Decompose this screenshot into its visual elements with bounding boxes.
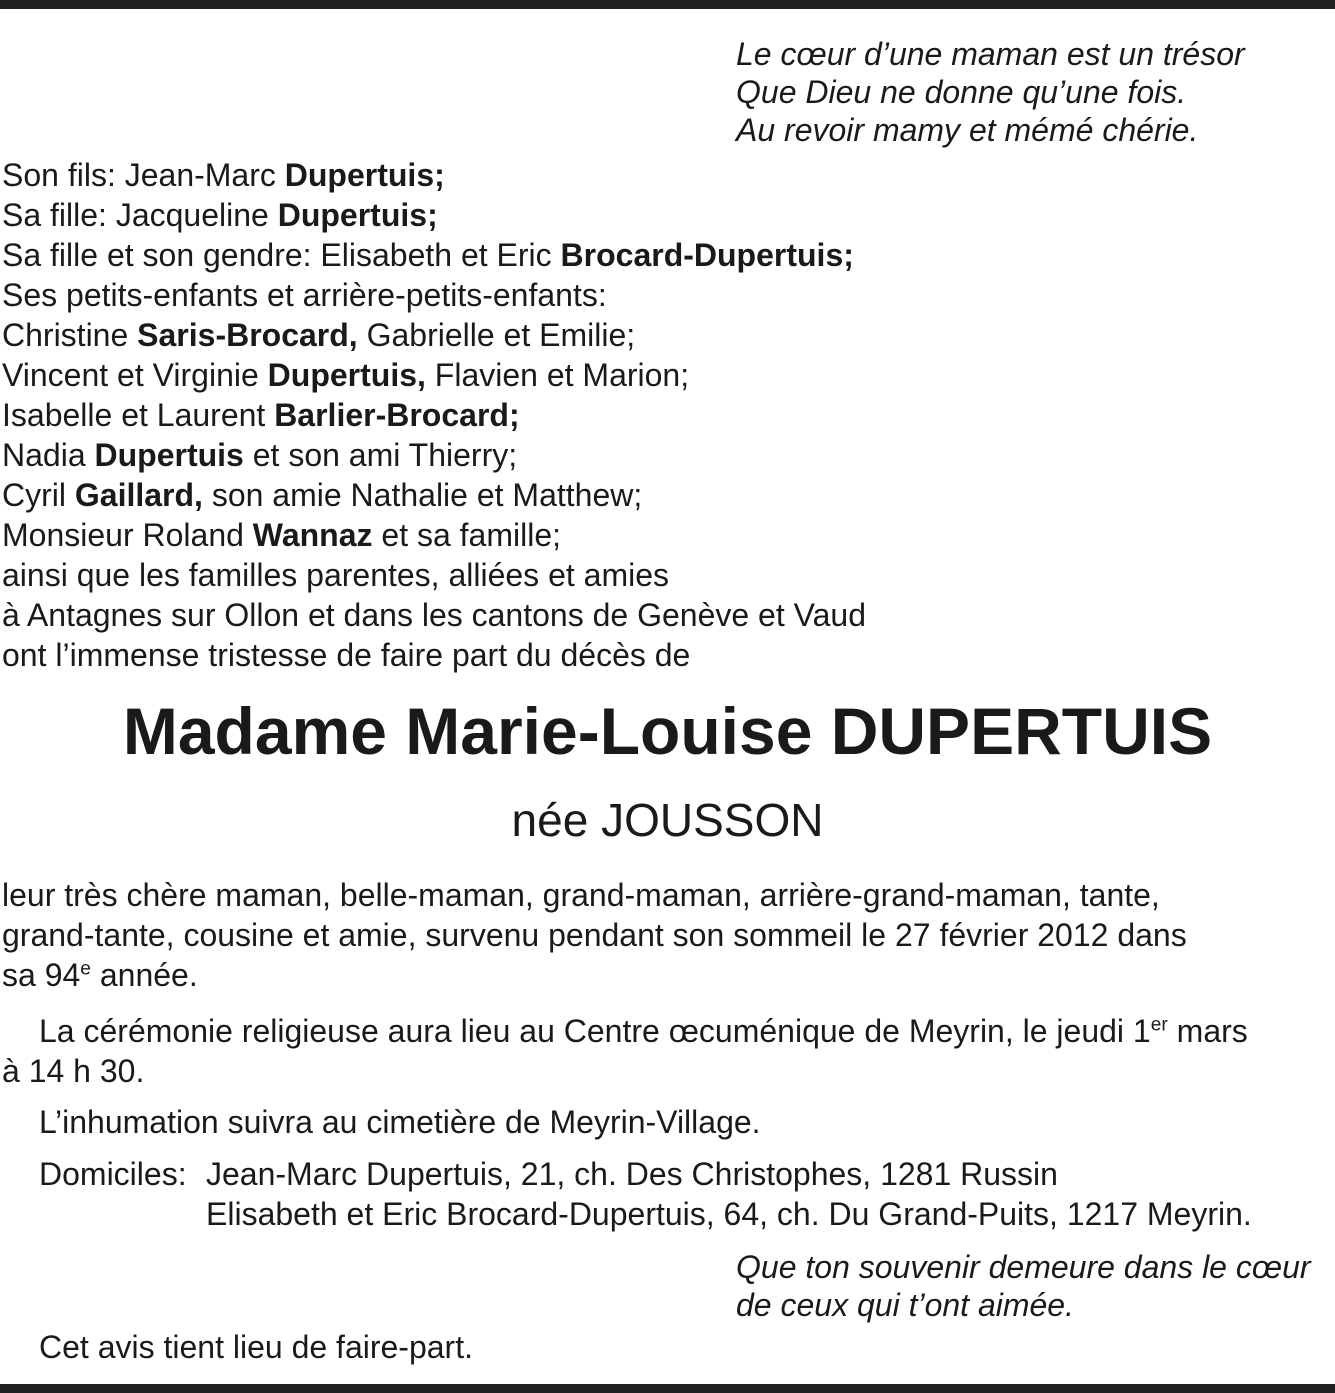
description-line	[2, 955, 1335, 995]
family-line	[2, 475, 866, 515]
description-text: sa 94	[2, 957, 81, 993]
opening-poem	[736, 35, 1245, 149]
family-line	[2, 195, 866, 235]
family-text: Sa fille et son gendre: Elisabeth et Eric	[2, 237, 561, 273]
family-surname: Barlier-Brocard;	[274, 397, 520, 433]
family-text: Vincent et Virginie	[2, 357, 268, 393]
family-surname: Dupertuis	[94, 437, 244, 473]
family-line	[2, 555, 866, 595]
family-text: Christine	[2, 317, 138, 353]
domicile-address: Elisabeth et Eric Brocard-Dupertuis, 64, ch. Du Grand-Puits, 1217 Meyrin.	[206, 1196, 1252, 1232]
family-text: Monsieur Roland	[2, 517, 253, 553]
family-text: Sa fille: Jacqueline	[2, 197, 278, 233]
family-text: son amie Nathalie et Matthew;	[202, 477, 643, 513]
opening-poem-line: Au revoir mamy et mémé chérie.	[736, 112, 1199, 148]
family-text: Gabrielle et Emilie;	[357, 317, 636, 353]
ceremony-line	[2, 1011, 1335, 1051]
notice-text: Cet avis tient lieu de faire-part.	[39, 1329, 473, 1365]
family-text: Ses petits-enfants et arrière-petits-enfants:	[2, 277, 607, 313]
ceremony-line: à 14 h 30.	[2, 1053, 145, 1089]
domicile-row	[39, 1154, 1252, 1194]
family-line	[2, 235, 866, 275]
bottom-border-rule	[0, 1384, 1335, 1393]
deceased-name: Madame Marie-Louise DUPERTUIS	[122, 694, 1213, 768]
family-line	[2, 515, 866, 555]
family-text: Flavien et Marion;	[425, 357, 690, 393]
burial-paragraph: L’inhumation suivra au cimetière de Meyrin-Village.	[39, 1104, 761, 1140]
family-line	[2, 635, 866, 675]
description-line: grand-tante, cousine et amie, survenu pendant son sommeil le 27 février 2012 dans	[2, 917, 1187, 953]
family-text: ainsi que les familles parentes, alliées et amies	[2, 557, 669, 593]
ceremony-text: mars	[1167, 1013, 1248, 1049]
family-text: ont l’immense tristesse de faire part du décès de	[2, 637, 691, 673]
family-line	[2, 595, 866, 635]
family-text: Nadia	[2, 437, 95, 473]
family-surname: Gaillard,	[74, 477, 203, 513]
family-text: Cyril	[2, 477, 75, 513]
family-line	[2, 395, 866, 435]
family-line	[2, 315, 866, 355]
family-line	[2, 355, 866, 395]
opening-poem-line: Le cœur d’une maman est un trésor	[736, 36, 1245, 72]
opening-poem-line: Que Dieu ne donne qu’une fois.	[736, 74, 1187, 110]
family-surname: Dupertuis;	[277, 197, 438, 233]
description-text: année.	[90, 957, 198, 993]
domicile-address: Jean-Marc Dupertuis, 21, ch. Des Christophes, 1281 Russin	[206, 1156, 1058, 1192]
family-line	[2, 155, 866, 195]
family-line	[2, 435, 866, 475]
maiden-name: née JOUSSON	[511, 794, 824, 846]
family-text: et son ami Thierry;	[243, 437, 518, 473]
family-surname: Brocard-Dupertuis;	[560, 237, 854, 273]
family-surname: Saris-Brocard,	[137, 317, 358, 353]
closing-poem	[736, 1248, 1311, 1324]
domiciles-label: Domiciles:	[39, 1156, 187, 1192]
family-text: à Antagnes sur Ollon et dans les cantons de Genève et Vaud	[2, 597, 866, 633]
family-surname: Dupertuis,	[267, 357, 426, 393]
family-list	[2, 155, 866, 675]
closing-poem-line: de ceux qui t’ont aimée.	[736, 1287, 1074, 1323]
family-text: Isabelle et Laurent	[2, 397, 275, 433]
family-text: et sa famille;	[372, 517, 562, 553]
description-paragraph	[2, 875, 1335, 995]
description-line: leur très chère maman, belle-maman, grand-maman, arrière-grand-maman, tante,	[2, 877, 1160, 913]
closing-poem-line: Que ton souvenir demeure dans le cœur	[736, 1249, 1311, 1285]
top-border-rule	[0, 0, 1335, 9]
ceremony-text: La cérémonie religieuse aura lieu au Centre œcuménique de Meyrin, le jeudi 1	[39, 1013, 1151, 1049]
ordinal-superscript: e	[80, 958, 91, 980]
family-line	[2, 275, 866, 315]
family-surname: Wannaz	[252, 517, 373, 553]
ordinal-superscript: er	[1150, 1014, 1168, 1036]
family-surname: Dupertuis;	[284, 157, 445, 193]
domiciles-block	[39, 1154, 1252, 1234]
family-text: Son fils: Jean-Marc	[2, 157, 285, 193]
ceremony-paragraph	[2, 1011, 1335, 1091]
